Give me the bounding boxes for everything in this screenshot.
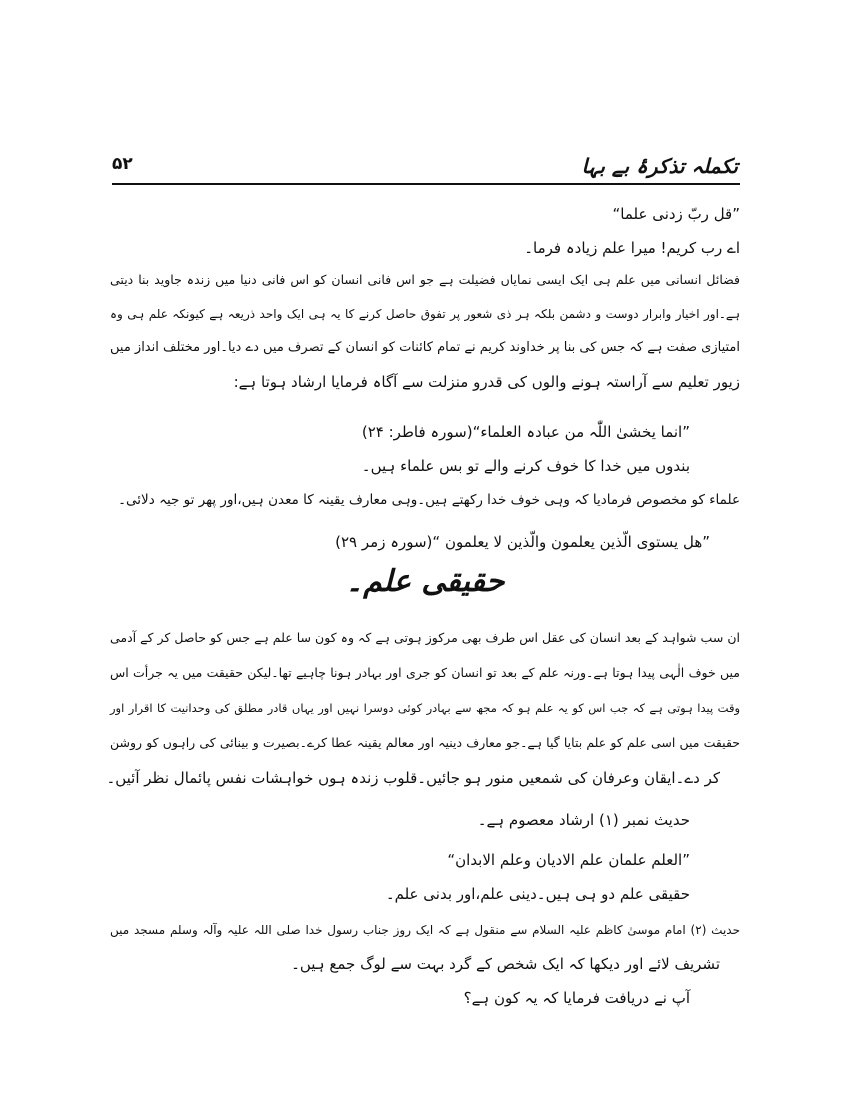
quote-translation-1: اے رب کریم! میرا علم زیادہ فرما۔ (524, 239, 740, 257)
paragraph-line: وقت پیدا ہوتی ہے کہ جب اس کو یہ علم ہو کہ مجھ سے بہادر کوئی دوسرا نہیں اور یہاں قادر مطلق کی وحدانیت کا اقرار اور (110, 701, 740, 715)
paragraph-line: علماء کو مخصوص فرمادیا کہ وہی خوف خدا رکھتے ہیں۔وہی معارف یقینہ کا معدن ہیں،اور پھر تو جیہ دلائی۔ (118, 492, 740, 508)
paragraph-line: امتیازی صفت ہے کہ جس کی بنا پر خداوند کریم نے تمام کائنات کو انسان کے تصرف میں دے دیا۔اور مختلف انداز میں (110, 340, 740, 355)
running-header-title: تکملہ تذکرۂ بے بہا (581, 154, 738, 178)
paragraph-line: کر دے۔ایقان وعرفان کی شمعیں منور ہو جائیں۔قلوب زندہ ہوں خواہشات نفس پائمال نظر آئیں۔ (106, 769, 720, 787)
paragraph-line: ہے۔اور اخیار وابرار دوست و دشمن بلکہ ہر ذی شعور پر تفوق حاصل کرنے کا یہ ہی ایک واحد ذریعہ ہے کیونکہ علم ہی وہ (110, 307, 740, 321)
hadith-translation: حقیقی علم دو ہی ہیں۔دینی علم،اور بدنی علم۔ (385, 885, 690, 903)
paragraph-line: تشریف لائے اور دیکھا کہ ایک شخص کے گرد بہت سے لوگ جمع ہیں۔ (291, 955, 720, 973)
paragraph-line: زیور تعلیم سے آراستہ ہونے والوں کی قدرو منزلت سے آگاہ فرمایا ارشاد ہوتا ہے: (233, 373, 740, 391)
quran-quote-1: ”قل ربّ زدنی علما“ (612, 205, 740, 223)
paragraph-line: میں خوف الٰہی پیدا ہوتا ہے۔ورنہ علم کے بعد تو انسان کو جری اور بہادر ہونا چاہیے تھا۔لیکن حقیقت میں یہ جرأت اس (110, 665, 740, 680)
quran-quote-2: ”انما یخشیٰ اللّٰہ من عبادہ العلماء“(سورہ فاطر: ۲۴) (361, 423, 690, 441)
hadith-label-1: حدیث نمبر (۱) ارشاد معصوم ہے۔ (477, 811, 690, 829)
paragraph-line: فضائل انسانی میں علم ہی ایک ایسی نمایاں فضیلت ہے جو اس فانی انسان کو اس فانی دنیا میں زندہ جاوید بنا دیتی (110, 272, 740, 287)
paragraph-line: حقیقت میں اسی علم کو علم بتایا گیا ہے۔جو معارف دینیہ اور معالم یقینہ عطا کرے۔بصیرت و بینائی کی راہوں کو روشن (110, 735, 740, 750)
quran-quote-3: ”ھل یستوی الّذین یعلمون والّذین لا یعلمون “(سورہ زمر ۲۹) (335, 533, 710, 551)
paragraph-line: حدیث (۲) امام موسیٰ کاظم علیہ السلام سے منقول ہے کہ ایک روز جناب رسول خدا صلی اللہ علیہ وآلہ وسلم مسجد میں (110, 923, 740, 937)
paragraph-line: آپ نے دریافت فرمایا کہ یہ کون ہے؟ (463, 989, 690, 1007)
page-number: ۵۲ (112, 154, 133, 174)
hadith-quote: ”العلم علمان علم الادیان وعلم الابدان“ (447, 851, 690, 869)
paragraph-line: ان سب شواہد کے بعد انسان کی عقل اس طرف بھی مرکوز ہوتی ہے کہ وہ کون سا علم ہے جس کو حاصل کر کے آدمی (110, 630, 740, 645)
quote-translation-2: بندوں میں خدا کا خوف کرنے والے تو بس علماء ہیں۔ (361, 457, 690, 475)
section-heading: حقیقی علم۔ (345, 564, 505, 599)
header-rule (112, 183, 740, 185)
